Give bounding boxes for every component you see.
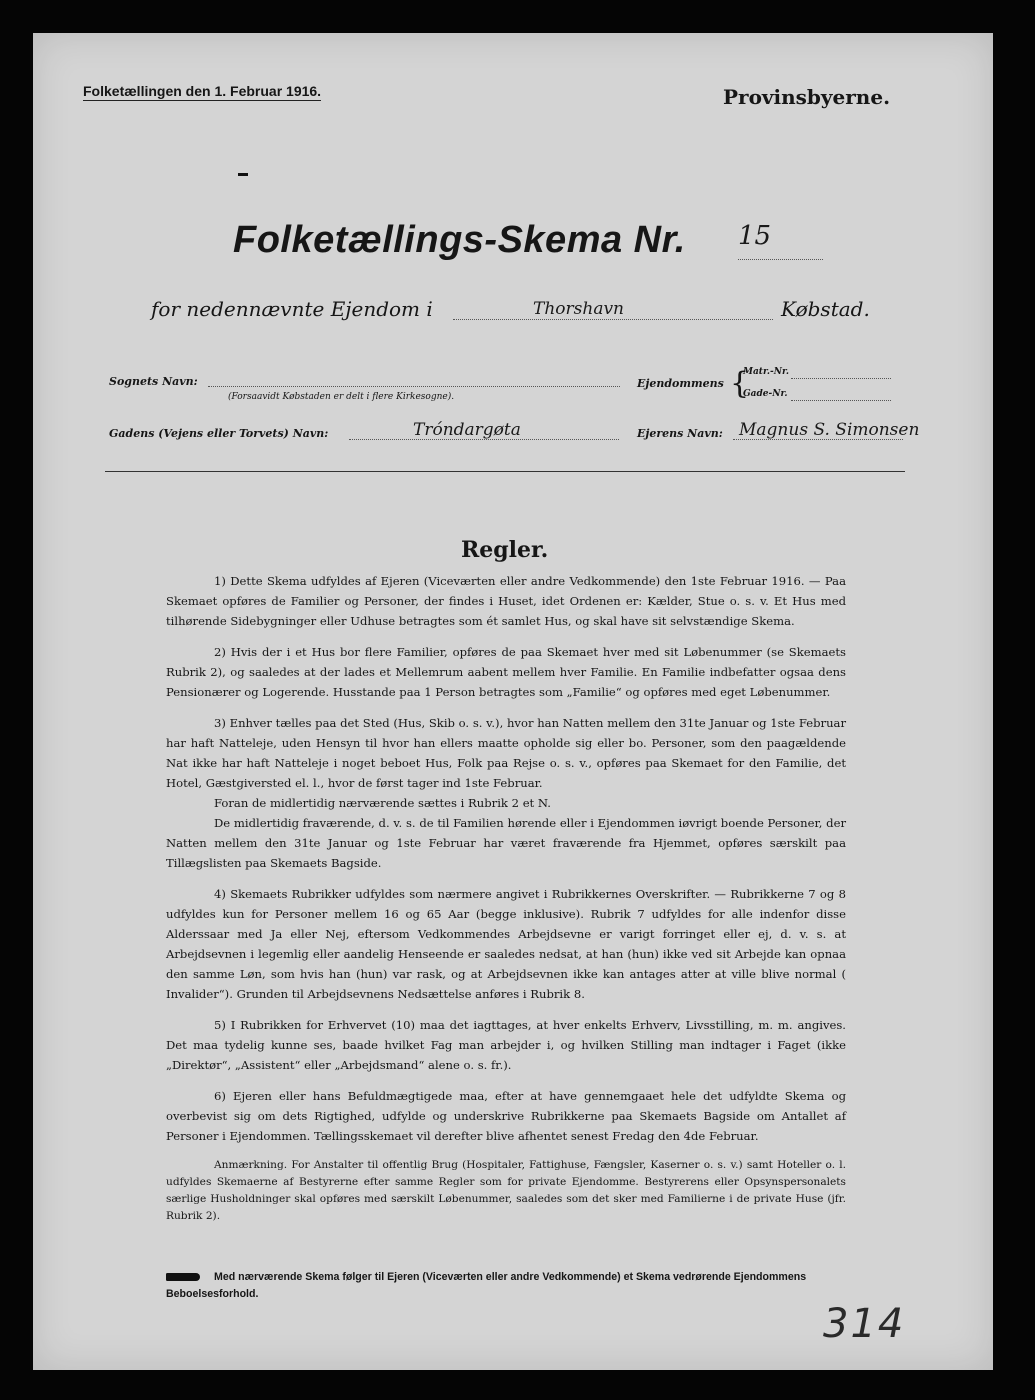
regler-text (166, 571, 846, 1236)
pointing-hand-icon (166, 1273, 200, 1281)
footer-note (166, 1269, 856, 1303)
census-date-header: Folketællingen den 1. Februar 1916. (83, 83, 322, 99)
footer-text: Med nærværende Skema følger til Ejeren (Viceværten eller andre Vedkommende) et Skema vedrørende Ejendommens Beboelsesforhold. (166, 1271, 807, 1300)
sogn-line (208, 386, 620, 387)
rule-3-present: Foran de midlertidig nærværende sættes i Rubrik 2 et N. (214, 796, 551, 810)
rule-6: 6) Ejeren eller hans Befuldmægtigede maa, efter at have gennemgaaet hele det udfyldte Skema og overbevist sig om dets Rigtighed, udfylde og underskrive Rubrikkerne paa Skemaets Bagside om Antallet af Personer i Ejendommen. Tællingsskemaet vil derefter blive afhentet senest Fredag den 4de Februar. (166, 1089, 846, 1143)
form-number-line (738, 259, 823, 260)
remark: Anmærkning. For Anstalter til offentlig Brug (Hospitaler, Fattighuse, Fængsler, Kaserner o. s. v.) samt Hoteller o. l. udfyldes Skemaerne af Bestyrerne efter samme Regler som for private Ejendomme. Bestyrerens eller Opsynspersonalets særlige Husholdninger skal opføres med særskilt Løbenummer, saaledes som det sker med Familierne i de private Huse (jfr. Rubrik 2). (166, 1159, 846, 1222)
gade-label: Gadens (Vejens eller Torvets) Navn: (109, 427, 329, 440)
region-header: Provinsbyerne. (723, 85, 891, 109)
gade-line (349, 439, 619, 440)
subline-suffix: Købstad. (781, 297, 870, 321)
ink-mark (238, 173, 248, 176)
ejendom-label: Ejendommens (637, 377, 724, 390)
sogn-label: Sognets Navn: (109, 375, 198, 388)
brace: { (730, 366, 750, 401)
ejer-value: Magnus S. Simonsen (739, 420, 920, 440)
rule-2: 2) Hvis der i et Hus bor flere Familier, opføres de paa Skemaet hver med sit Løbenummer (se Skemaets Rubrik 2), og saaledes at der lades et Mellemrum aabent mellem hver Familie. En Familie indbefatter ogsaa dens Pensionærer og Logerende. Husstande paa 1 Person betragtes som „Familie“ og opføres med eget Løbenummer. (166, 645, 846, 699)
page-number: 314 (823, 1301, 906, 1347)
ejer-label: Ejerens Navn: (637, 427, 723, 440)
form-title: Folketællings-Skema Nr. (233, 219, 686, 261)
gade-value: Tróndargøta (413, 420, 521, 440)
town-line (453, 319, 773, 320)
rule-3: 3) Enhver tælles paa det Sted (Hus, Skib o. s. v.), hvor han Natten mellem den 31te Januar og 1ste Februar har haft Natteleje, uden Hensyn til hvor han ellers maatte opholde sig eller bo. Personer, som den paagældende Nat ikke har haft Natteleje i noget beboet Hus, Folk paa Rejse o. s. v., opføres paa Skemaet for den Familie, det Hotel, Gæstgiversted el. l., hvor de først tager ind 1ste Februar. (166, 716, 846, 790)
matr-line (791, 378, 891, 379)
gade-nr-label: Gade-Nr. (743, 389, 788, 399)
sogn-note: (Forsaavidt Købstaden er delt i flere Kirkesogne). (228, 392, 455, 402)
census-form-sheet (33, 33, 993, 1370)
subline-prefix: for nedennævnte Ejendom i (151, 297, 433, 321)
matr-label: Matr.-Nr. (743, 367, 790, 377)
rule-1: 1) Dette Skema udfyldes af Ejeren (Viceværten eller andre Vedkommende) den 1ste Februar 1916. — Paa Skemaet opføres de Familier og Personer, der findes i Huset, idet Ordenen er: Kælder, Stue o. s. v. Et Hus med tilhørende Sidebygninger eller Udhuse betragtes som ét samlet Hus, og skal have sit selvstændige Skema. (166, 574, 846, 628)
regler-title: Regler. (461, 537, 549, 563)
rule-5: 5) I Rubrikken for Erhvervet (10) maa det iagttages, at hver enkelts Erhverv, Livsstilling, m. m. angives. Det maa tydelig kunne ses, baade hvilket Fag man arbejder i, og hvilken Stilling man indtager i Faget (ikke „Direktør“, „Assistent“ eller „Arbejdsmand“ alene o. s. fr.). (166, 1018, 846, 1072)
rule-3-absent: De midlertidig fraværende, d. v. s. de til Familien hørende eller i Ejendommen iøvrigt boende Personer, der Natten mellem den 31te Januar og 1ste Februar har været fraværende fra Hjemmet, opføres særskilt paa Tillægslisten paa Skemaets Bagside. (166, 816, 846, 870)
gade-nr-line (791, 400, 891, 401)
ejer-line (733, 439, 903, 440)
town-name: Thorshavn (533, 299, 625, 319)
section-divider (105, 471, 905, 472)
form-number: 15 (738, 221, 772, 251)
rule-4: 4) Skemaets Rubrikker udfyldes som nærmere angivet i Rubrikkernes Overskrifter. — Rubrikkerne 7 og 8 udfyldes kun for Personer mellem 16 og 65 Aar (begge inklusive). Rubrik 7 udfyldes for alle indenfor disse Alderssaar med Ja eller Nej, eftersom Vedkommendes Arbejdsevne er varigt forringet eller ej, d. v. s. at Arbejdsevnen i legemlig eller aandelig Henseende er saaledes nedsat, at han (hun) ikke ved sit Arbejde kan opnaa den samme Løn, som hvis han (hun) var rask, og at Arbejdsevnen ikke kan antages atter at ville blive normal ( Invalider“). Grunden til Arbejdsevnens Nedsættelse anføres i Rubrik 8. (166, 887, 846, 1001)
